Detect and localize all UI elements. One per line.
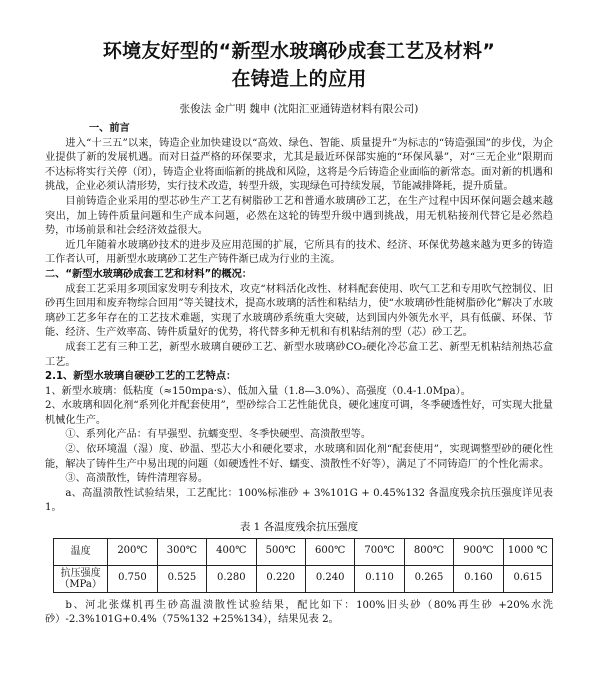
table-cell-temp: 600℃ [305, 538, 354, 565]
list-item-circled-3: ③、高溃散性，铸件清理容易。 [65, 473, 209, 485]
table-cell-strength: 0.240 [305, 565, 354, 592]
authors-line: 张俊法 金广明 魏申 (沈阳汇亚通铸造材料有限公司) [179, 103, 419, 115]
table-cell-strength: 0.160 [454, 565, 503, 592]
table-cell-strength: 0.615 [503, 565, 552, 592]
list-item-circled-2: ②、依环境温（湿）度、砂温、型芯大小和硬化要求，水玻璃和固化剂“配套使用”，实现调整型砂的硬化性能，解决了铸件生产中易出现的问题（如硬透性不好、蠕变、溃散性不好等），满足了不同铸造厂的个性化需求。 [45, 444, 553, 470]
table-cell-strength: 0.110 [355, 565, 404, 592]
table-cell-strength: 0.280 [207, 565, 256, 592]
table-cell-temp: 900℃ [454, 538, 503, 565]
table-cell-temp: 400℃ [207, 538, 256, 565]
document-title-line-2: 在铸造上的应用 [231, 68, 367, 90]
table-row-label-strength [54, 565, 108, 592]
table-row-label-temperature: 温度 [54, 538, 108, 565]
table-cell-temp: 500℃ [256, 538, 305, 565]
table-1 [53, 538, 553, 593]
table-cell-temp: 800℃ [404, 538, 453, 565]
article-body [45, 122, 553, 628]
list-item-2: 2、水玻璃和固化剂“系列化并配套使用”，型砂综合工艺性能优良，硬化速度可调，冬季硬透性好，可实现大批量机械化生产。 [45, 400, 553, 426]
table-cell-strength: 0.750 [108, 565, 157, 592]
strength-label-text: 抗压强度 [60, 567, 101, 579]
section-2-heading: 二、“新型水玻璃砂成套工艺和材料”的概况： [45, 268, 252, 280]
strength-label-unit: （MPa） [59, 578, 102, 590]
document-title-line-1: 环境友好型的“新型水玻璃砂成套工艺及材料” [102, 40, 496, 62]
table-cell-strength: 0.265 [404, 565, 453, 592]
section-1-heading: 一、前言 [89, 123, 130, 134]
table-cell-strength: 0.220 [256, 565, 305, 592]
list-item-circled-1: ①、系列化产品：有早强型、抗蠕变型、冬季快硬型、高溃散型等。 [65, 429, 372, 441]
section-2-paragraph-1: 成套工艺采用多项国家发明专利技术，攻克“材料活化改性、材料配套使用、吹气工艺和专用吹气控制仪、旧砂再生回用和废弃物综合回用”等关键技术，提高水玻璃的活性和粘结力，使“水玻璃砂性能树脂砂化”解决了水玻璃砂工艺多年存在的工艺技术难题，实现了水玻璃砂系统重大突破，达到国内外领先水平，具有低碳、环保、节能、经济、生产效率高、铸件质量好的优势，将代替多种无机和有机粘结剂的型（芯）砂工艺。 [45, 283, 554, 339]
table-1-caption: 表 1 各温度残余抗压强度 [239, 521, 359, 534]
table-row-temperature [54, 538, 553, 565]
list-item-1: 1、新型水玻璃：低粘度（≈150mpa·s）、低加入量（1.8—3.0%）、高强度（0.4-1.0Mpa）。 [45, 385, 471, 397]
list-item-b: b、河北张煤机再生砂高温溃散性试验结果，配比如下：100%旧头砂（80%再生砂 +20%水洗砂）-2.3%101G+0.4%（75%132 +25%134），结果见表 2。 [45, 599, 553, 626]
section-1-paragraph-1: 进入“十三五”以来，铸造企业加快建设以“高效、绿色、智能、质量提升”为标志的“铸造强国”的步伐，为企业提供了新的发展机遇。而对日益严格的环保要求，尤其是最近环保部实施的“环保风暴”，对“三无企业”限期而不达标将实行关停（闭），铸造企业将面临新的挑战和风险，这将是今后铸造企业面临的新常态。面对新的机遇和挑战，企业必须认清形势，实行技术改造，转型升级，实现绿色可持续发展，节能减排降耗，提升质量。 [45, 137, 553, 193]
table-row-strength [54, 565, 553, 592]
table-cell-temp: 700℃ [355, 538, 404, 565]
table-cell-strength: 0.525 [157, 565, 206, 592]
section-2-1-heading: 2.1、新型水玻璃自硬砂工艺的工艺特点： [45, 371, 237, 383]
table-cell-temp: 200℃ [108, 538, 157, 565]
table-cell-temp: 300℃ [157, 538, 206, 565]
list-item-a: a、高温溃散性试验结果，工艺配比：100%标准砂 + 3%101G + 0.45%132 各温度残余抗压强度详见表1。 [45, 487, 553, 514]
section-1-paragraph-3: 近几年随着水玻璃砂技术的进步及应用范围的扩展，它所具有的技术、经济、环保优势越来越为更多的铸造工作者认可，用新型水玻璃砂工艺生产铸件渐已成为行业的主流。 [45, 239, 553, 266]
section-2-paragraph-2: 成套工艺有三种工艺，新型水玻璃自硬砂工艺、新型水玻璃砂CO₂硬化冷芯盒工艺、新型无机粘结剂热芯盒工艺。 [45, 341, 553, 368]
table-cell-temp: 1000 ℃ [503, 538, 552, 565]
section-1-paragraph-2: 目前铸造企业采用的型芯砂生产工艺有树脂砂工艺和普通水玻璃砂工艺，在生产过程中因环保问题会越来越突出，加上铸件质量问题和生产成本问题，必然在这轮的铸型升级中遇到挑战，用无机粘接剂代替它是必然趋势，市场前景和社会经济效益很大。 [45, 195, 553, 237]
